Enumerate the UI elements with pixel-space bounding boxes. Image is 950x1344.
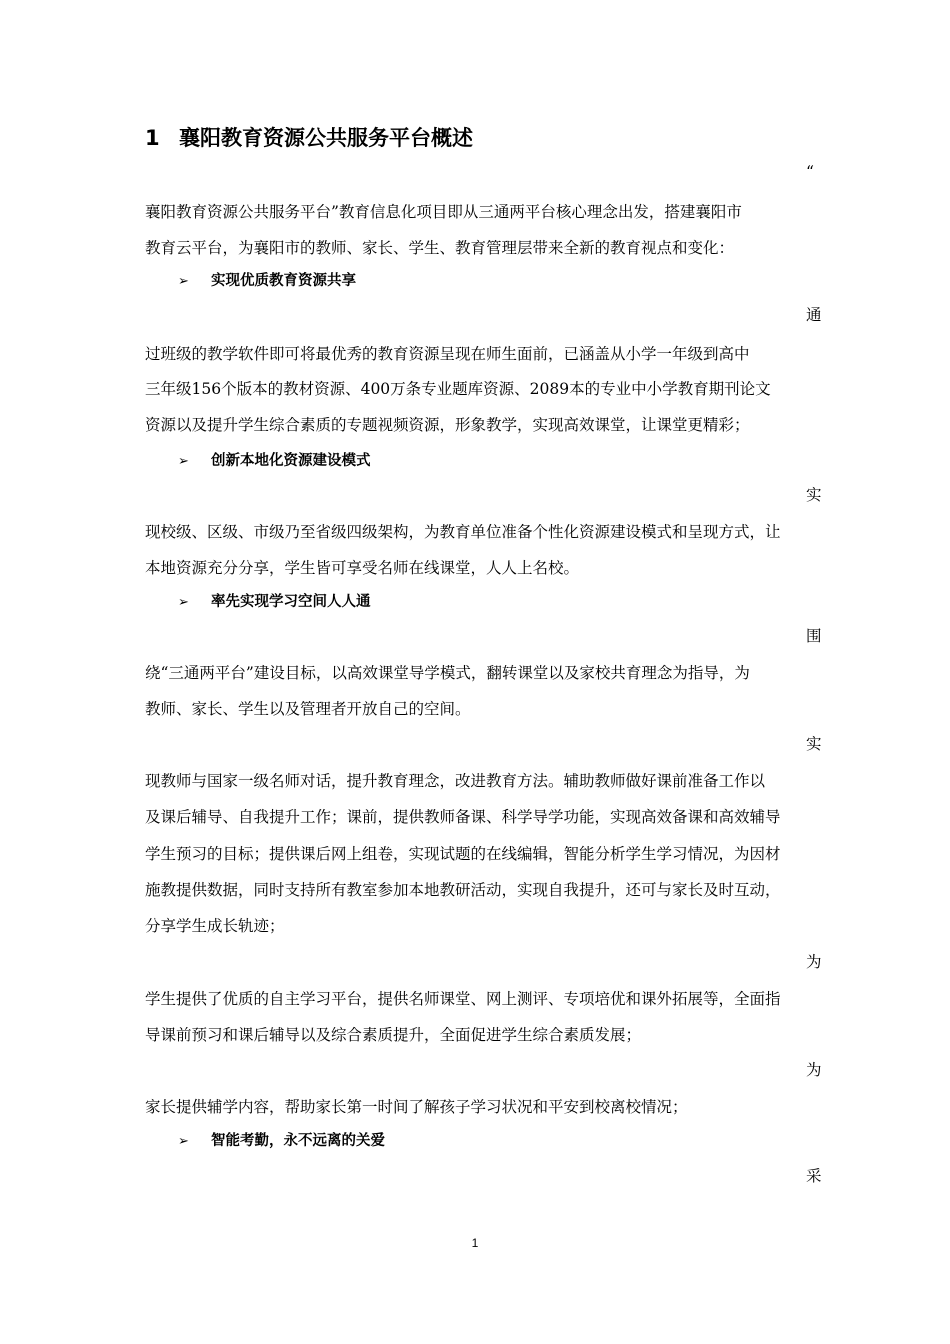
paragraph-first-char: 围 — [806, 627, 822, 645]
paragraph-first-char: 实 — [806, 735, 822, 753]
paragraph-line: 过班级的教学软件即可将最优秀的教育资源呈现在师生面前，已涵盖从小学一年级到高中 — [145, 345, 750, 363]
intro-quote-mark: “ — [806, 163, 814, 181]
bullet-heading — [178, 451, 371, 472]
paragraph-line: 家长提供辅学内容，帮助家长第一时间了解孩子学习状况和平安到校离校情况； — [145, 1098, 688, 1116]
bullet-heading — [178, 1131, 385, 1152]
bullet-title: 智能考勤，永不远离的关爱 — [211, 1133, 385, 1149]
paragraph-line: 分享学生成长轨迹； — [145, 917, 285, 935]
paragraph-first-char: 实 — [806, 486, 822, 504]
paragraph-line: 现教师与国家一级名师对话，提升教育理念，改进教育方法。辅助教师做好课前准备工作以 — [145, 772, 766, 790]
bullet-title: 实现优质教育资源共享 — [211, 273, 356, 289]
bullet-arrow-icon: ➢ — [178, 454, 189, 469]
section-heading — [145, 122, 473, 152]
paragraph-line: 绕“三通两平台”建设目标，以高效课堂导学模式，翻转课堂以及家校共育理念为指导，为 — [145, 664, 750, 682]
paragraph-first-char: 为 — [806, 1061, 822, 1079]
paragraph-line: 及课后辅导、自我提升工作；课前，提供教师备课、科学导学功能，实现高效备课和高效辅导 — [145, 808, 781, 826]
paragraph-line: 本地资源充分分享，学生皆可享受名师在线课堂，人人上名校。 — [145, 559, 580, 577]
paragraph-line: 施教提供数据，同时支持所有教室参加本地教研活动，实现自我提升，还可与家长及时互动， — [145, 881, 781, 899]
paragraph-line: 现校级、区级、市级乃至省级四级架构，为教育单位准备个性化资源建设模式和呈现方式，让 — [145, 523, 781, 541]
bullet-heading — [178, 592, 371, 613]
paragraph-line: 教师、家长、学生以及管理者开放自己的空间。 — [145, 700, 471, 718]
bullet-arrow-icon: ➢ — [178, 274, 189, 289]
paragraph-line: 学生提供了优质的自主学习平台，提供名师课堂、网上测评、专项培优和课外拓展等，全面指 — [145, 990, 781, 1008]
page-number: 1 — [471, 1236, 479, 1250]
paragraph-line: 襄阳教育资源公共服务平台”教育信息化项目即从三通两平台核心理念出发，搭建襄阳市 — [145, 203, 742, 221]
bullet-heading — [178, 271, 356, 292]
paragraph-first-char: 为 — [806, 953, 822, 971]
paragraph-first-char: 采 — [806, 1167, 822, 1185]
bullet-title: 创新本地化资源建设模式 — [211, 453, 371, 469]
paragraph-first-char: 通 — [806, 306, 822, 324]
heading-number: 1 — [145, 126, 160, 150]
heading-title: 襄阳教育资源公共服务平台概述 — [179, 126, 473, 150]
paragraph-line: 学生预习的目标；提供课后网上组卷，实现试题的在线编辑，智能分析学生学习情况，为因材 — [145, 845, 781, 863]
bullet-title: 率先实现学习空间人人通 — [211, 594, 371, 610]
paragraph-line: 资源以及提升学生综合素质的专题视频资源，形象教学，实现高效课堂，让课堂更精彩； — [145, 416, 750, 434]
paragraph-line: 三年级156个版本的教材资源、400万条专业题库资源、2089本的专业中小学教育期刊论文 — [145, 380, 771, 398]
paragraph-line: 导课前预习和课后辅导以及综合素质提升，全面促进学生综合素质发展； — [145, 1026, 642, 1044]
paragraph-line: 教育云平台，为襄阳市的教师、家长、学生、教育管理层带来全新的教育视点和变化： — [145, 239, 735, 257]
bullet-arrow-icon: ➢ — [178, 595, 189, 610]
bullet-arrow-icon: ➢ — [178, 1134, 189, 1149]
